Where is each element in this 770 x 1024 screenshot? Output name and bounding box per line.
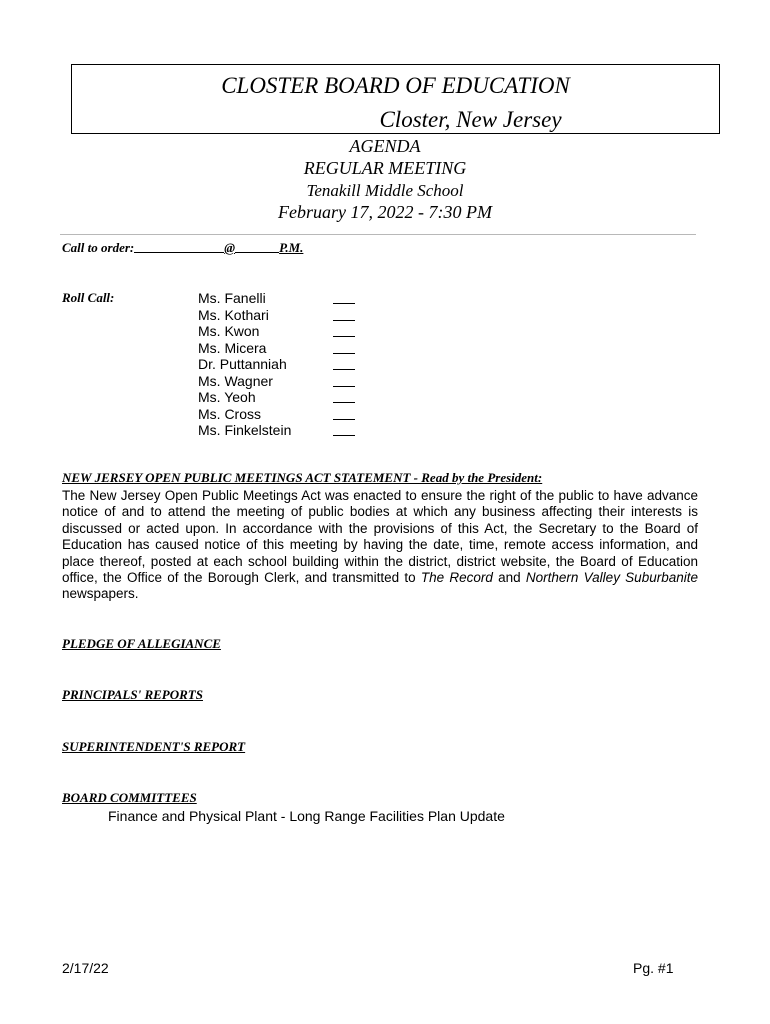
meeting-venue: Tenakill Middle School — [306, 181, 464, 200]
attendance-blank — [333, 402, 355, 403]
board-location: Closter, New Jersey — [379, 107, 562, 132]
opma-statement — [62, 488, 698, 603]
member-name: Ms. Kothari — [198, 306, 269, 323]
attendance-blank — [333, 336, 355, 337]
member-name: Ms. Yeoh — [198, 389, 256, 405]
member-name: Ms. Cross — [198, 405, 261, 422]
list-item — [198, 373, 291, 390]
list-item — [198, 422, 291, 439]
newspaper-suburbanite: Northern Valley Suburbanite — [525, 570, 698, 586]
roll-call-label: Roll Call: — [62, 290, 115, 305]
list-item — [198, 340, 291, 357]
list-item — [198, 389, 291, 406]
page-number: Pg. #1 — [633, 960, 674, 976]
attendance-blank — [333, 303, 355, 304]
footer-date: 2/17/22 — [62, 960, 109, 976]
call-to-order-minute-blank — [235, 240, 279, 253]
member-name: Ms. Fanelli — [198, 290, 266, 306]
list-item — [198, 356, 291, 373]
member-name: Ms. Finkelstein — [198, 422, 292, 438]
list-item — [198, 290, 291, 307]
list-item — [198, 406, 291, 423]
principals-reports-heading: PRINCIPALS' REPORTS — [62, 687, 203, 702]
list-item — [198, 323, 291, 340]
header-box — [71, 64, 720, 134]
member-name: Ms. Wagner — [198, 372, 273, 389]
attendance-blank — [333, 353, 355, 354]
opma-text-part2: newspapers. — [62, 586, 139, 602]
newspaper-record: The Record — [420, 570, 493, 586]
attendance-blank — [333, 320, 355, 321]
member-name: Ms. Micera — [198, 339, 267, 356]
committee-item: Finance and Physical Plant - Long Range Facilities Plan Update — [108, 808, 505, 824]
meeting-type: REGULAR MEETING — [303, 158, 467, 178]
call-to-order-at: @ — [224, 240, 236, 255]
member-name: Dr. Puttanniah — [198, 356, 287, 372]
attendance-blank — [333, 435, 355, 436]
opma-text-part1: The New Jersey Open Public Meetings Act was enacted to ensure the right of the public to have advance notice of and to attend the meeting of public bodies at which any business affecting their interests is discussed or acted upon. In accordance with the provisions of this Act, the Secretary to the Board of Education has caused notice of this meeting by having the date, time, remote access information, and place thereof, posted at each school building within the district, district website, the Board of Education office, the Office of the Borough Clerk, and transmitted to — [62, 488, 698, 586]
attendance-blank — [333, 369, 355, 370]
call-to-order — [62, 240, 303, 256]
board-committees-heading: BOARD COMMITTEES — [62, 790, 197, 805]
call-to-order-time-blank — [134, 240, 224, 253]
opma-and: and — [492, 570, 526, 586]
member-name: Ms. Kwon — [198, 323, 260, 339]
header-divider — [60, 234, 696, 235]
pledge-heading: PLEDGE OF ALLEGIANCE — [62, 636, 221, 651]
list-item — [198, 307, 291, 324]
attendance-blank — [333, 419, 355, 420]
meeting-date-time: February 17, 2022 - 7:30 PM — [278, 202, 492, 222]
board-name: CLOSTER BOARD OF EDUCATION — [221, 73, 570, 98]
call-to-order-label: Call to order: — [62, 240, 135, 255]
attendance-blank — [333, 386, 355, 387]
superintendent-report-heading: SUPERINTENDENT'S REPORT — [62, 739, 246, 754]
call-to-order-pm: P.M. — [279, 240, 304, 255]
roll-call-list — [198, 290, 291, 439]
agenda-title: AGENDA — [349, 136, 421, 156]
opma-heading: NEW JERSEY OPEN PUBLIC MEETINGS ACT STATEMENT - Read by the President: — [62, 470, 543, 485]
